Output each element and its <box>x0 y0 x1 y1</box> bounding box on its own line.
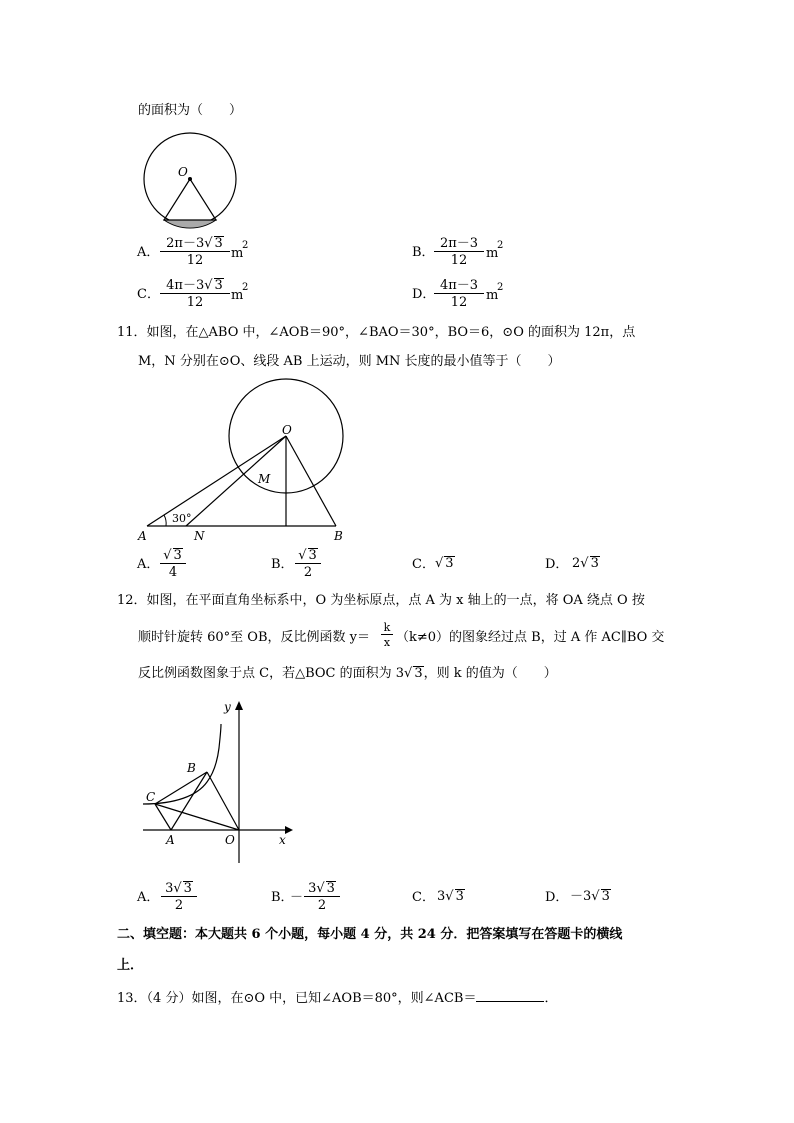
q11-label-A: A <box>138 529 147 543</box>
q12-label-x: x <box>279 833 286 847</box>
q12-label-C: C <box>146 790 156 804</box>
q10-center-label: O <box>178 165 188 179</box>
q11-label-O: O <box>282 423 292 437</box>
q10-c-den: 12 <box>160 293 230 310</box>
q12-label-A: A <box>166 833 175 847</box>
q13-answer-blank[interactable] <box>476 989 544 1002</box>
q11-d-rad: 3 <box>590 556 599 571</box>
q10-c-unit: m <box>231 288 244 303</box>
q12-a-coef: 3 <box>165 881 174 896</box>
q11-figure <box>130 380 360 545</box>
q11-option-a-fraction: $\frac{√ 3}{4}$ <box>160 548 186 580</box>
q12-option-c-letter[interactable]: C． <box>412 890 435 905</box>
q11-option-c-letter[interactable]: C． <box>412 557 435 572</box>
q12-option-b-fraction: $\frac{3√ 3}{2}$ <box>304 881 340 913</box>
q10-c-rad: 3 <box>214 278 223 293</box>
q11-d-coef: 2 <box>572 556 581 571</box>
q10-b-sup: 2 <box>497 240 504 251</box>
q12-c-rad: 3 <box>455 889 464 904</box>
q11-line1: 11．如图，在△ABO 中，∠AOB＝90°，∠BAO＝30°，BO＝6，⊙O 的面积为 12π，点 <box>117 325 636 340</box>
q10-b-unit: m <box>486 246 499 261</box>
q12-line2a: 顺时针旋转 60°至 OB，反比例函数 y＝ <box>138 630 370 645</box>
q10-option-c-letter[interactable]: C． <box>137 287 160 302</box>
q12-line1: 12．如图，在平面直角坐标系中，O 为坐标原点，点 A 为 x 轴上的一点，将 OA 绕点 O 按 <box>117 593 645 608</box>
q10-d-sup: 2 <box>497 282 504 293</box>
q11-b-den: 2 <box>295 563 321 580</box>
q12-line3b: ，则 k 的值为（ ） <box>423 666 557 681</box>
q11-option-d-letter[interactable]: D． <box>545 557 569 572</box>
q10-option-b-letter[interactable]: B． <box>412 245 435 260</box>
q11-option-d-value: 2√ 3 <box>572 556 599 571</box>
q10-option-d-fraction <box>434 278 484 310</box>
q12-b-sign: － <box>290 890 304 905</box>
q12-c-coef: 3 <box>437 889 446 904</box>
section2-heading-line1: 二、填空题：本大题共 6 个小题，每小题 4 分，共 24 分．把答案填写在答题卡的横线 <box>117 927 623 942</box>
q10-option-b-fraction <box>434 236 484 268</box>
q11-label-N: N <box>194 529 205 543</box>
q10-d-unit: m <box>486 288 499 303</box>
q10-option-a-letter[interactable]: A． <box>137 245 160 260</box>
q12-option-c-value: 3√ 3 <box>437 889 464 904</box>
q10-option-a-fraction: $\frac{2\pi-3√ 3}{12}$ <box>160 236 230 268</box>
q10-figure <box>138 132 242 228</box>
q11-option-b-fraction: $\frac{√ 3}{2}$ <box>295 548 321 580</box>
section2-heading-line2: 上． <box>117 958 144 973</box>
q12-a-rad: 3 <box>183 881 192 896</box>
q12-label-y: y <box>224 700 231 714</box>
q11-a-rad: 3 <box>173 548 182 563</box>
q11-line2: M，N 分别在⊙O、线段 AB 上运动，则 MN 长度的最小值等于（ ） <box>138 354 561 369</box>
q12-option-a-fraction: $\frac{3√ 3}{2}$ <box>161 881 197 913</box>
q12-b-coef: 3 <box>308 881 317 896</box>
q12-line2b: （k≠0）的图象经过点 B，过 A 作 AC∥BO 交 <box>396 630 665 645</box>
q10-d-num: 4π－3 <box>439 278 479 293</box>
q12-k-over-x <box>381 621 393 649</box>
q11-label-B: B <box>334 529 343 543</box>
q10-a-num: 2π－3 <box>166 236 205 251</box>
q13-text <box>117 989 557 1007</box>
q13-text-a: 13．（4 分）如图，在⊙O 中，已知∠AOB＝80°，则∠ACB＝ <box>117 991 477 1006</box>
q10-tail-text: 的面积为（ ） <box>138 103 243 118</box>
q12-label-B: B <box>187 761 196 775</box>
q12-b-rad: 3 <box>326 881 335 896</box>
q11-label-M: M <box>258 472 271 486</box>
q10-a-unit: m <box>231 246 244 261</box>
q12-option-b-letter[interactable]: B． <box>271 890 294 905</box>
q12-option-a-letter[interactable]: A． <box>137 890 160 905</box>
q12-option-d-value: －3√ 3 <box>570 889 610 904</box>
q10-b-den: 12 <box>434 251 484 268</box>
q10-a-rad: 3 <box>214 236 223 251</box>
q12-frac-den: x <box>381 634 393 649</box>
q11-b-rad: 3 <box>308 548 317 563</box>
q11-a-den: 4 <box>160 563 186 580</box>
q11-option-c-value: √ 3 <box>435 556 454 571</box>
q11-option-b-letter[interactable]: B． <box>271 557 294 572</box>
q12-figure <box>135 698 300 868</box>
q12-label-O: O <box>225 833 235 847</box>
q12-line3: 反比例函数图象于点 C，若△BOC 的面积为 3√ 3，则 k 的值为（ ） <box>138 666 557 681</box>
q10-c-sup: 2 <box>242 282 249 293</box>
q12-line3-rad: 3 <box>414 666 423 681</box>
q11-angle-label: 30° <box>172 512 192 525</box>
q10-c-num: 4π－3 <box>166 278 205 293</box>
q13-text-b: ． <box>544 991 558 1006</box>
q11-option-a-letter[interactable]: A． <box>137 557 160 572</box>
q12-frac-num: k <box>383 621 391 634</box>
q12-d-rad: 3 <box>601 889 610 904</box>
q12-b-den: 2 <box>304 896 340 913</box>
q12-line3a: 反比例函数图象于点 C，若△BOC 的面积为 3 <box>138 666 405 681</box>
q12-d-coef: －3 <box>570 889 592 904</box>
q10-option-c-fraction: $\frac{4\pi-3√ 3}{12}$ <box>160 278 230 310</box>
q10-a-den: 12 <box>160 251 230 268</box>
q10-a-sup: 2 <box>242 240 249 251</box>
q12-a-den: 2 <box>161 896 197 913</box>
q10-b-num: 2π－3 <box>439 236 479 251</box>
q10-d-den: 12 <box>434 293 484 310</box>
q10-option-d-letter[interactable]: D． <box>412 287 436 302</box>
q11-c-rad: 3 <box>445 556 454 571</box>
q12-option-d-letter[interactable]: D． <box>545 890 569 905</box>
